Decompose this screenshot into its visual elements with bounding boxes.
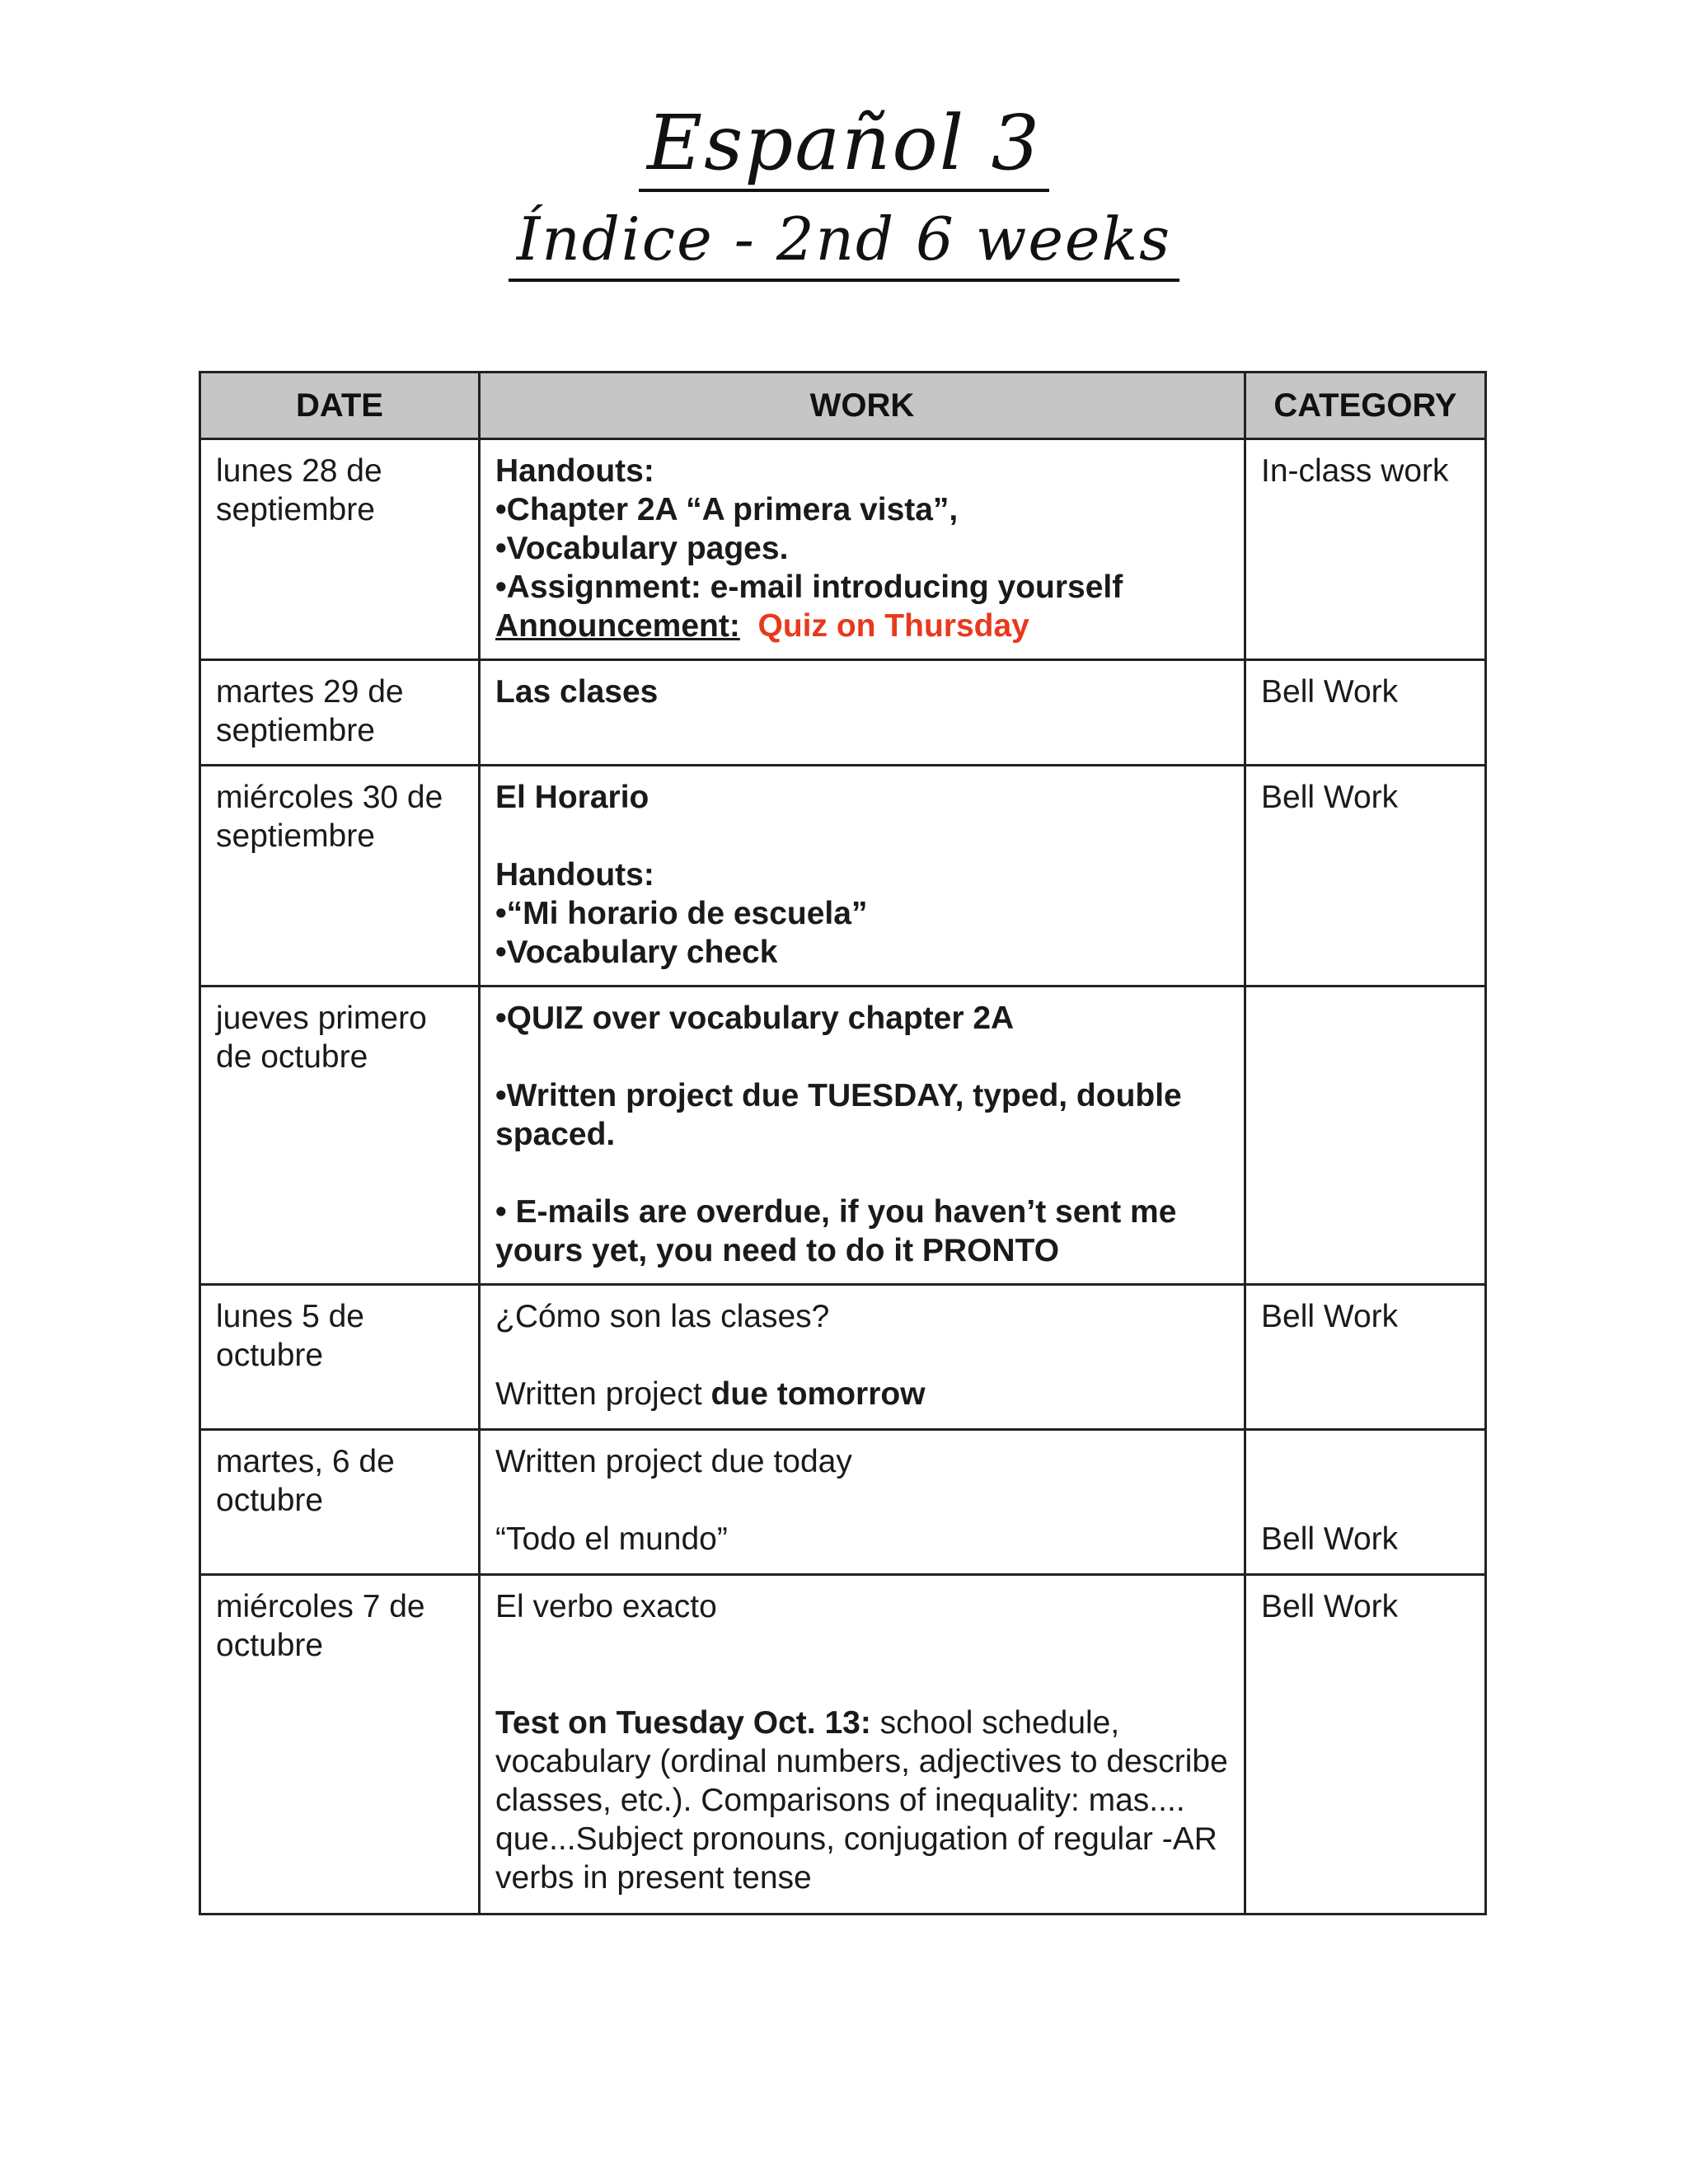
header-row: [200, 373, 1486, 439]
work-line: [495, 1375, 1229, 1413]
spacer: [495, 1038, 1229, 1076]
category-cell: In-class work: [1245, 439, 1486, 660]
work-cell: [480, 660, 1245, 766]
work-line: ¿Cómo son las clases?: [495, 1299, 830, 1334]
work-item: • E-mails are overdue, if you haven’t sent me yours yet, you need to do it PRONTO: [495, 1194, 1177, 1268]
work-line: Written project due today: [495, 1444, 852, 1479]
category-cell: Bell Work: [1245, 660, 1486, 766]
header-date: DATE: [200, 373, 480, 439]
category-cell: Bell Work: [1245, 1575, 1486, 1915]
date-cell: martes, 6 de octubre: [200, 1430, 480, 1575]
header-work: WORK: [480, 373, 1245, 439]
test-label: Test on Tuesday Oct. 13:: [495, 1705, 871, 1741]
date-cell: lunes 28 de septiembre: [200, 439, 480, 660]
work-line-bold: due tomorrow: [710, 1376, 926, 1412]
spacer: [495, 1481, 1229, 1520]
document-subtitle-text: Índice - 2nd 6 weeks: [509, 204, 1179, 282]
table-row: [200, 660, 1486, 766]
spacer: [495, 1626, 1229, 1704]
category-cell: [1245, 987, 1486, 1285]
work-item: •Chapter 2A “A primera vista”,: [495, 492, 959, 527]
header-category: CATEGORY: [1245, 373, 1486, 439]
spacer: [495, 817, 1229, 855]
category-text: Bell Work: [1261, 1521, 1399, 1557]
handouts-label: Handouts:: [495, 453, 654, 489]
announcement-label: Announcement:: [495, 608, 740, 644]
work-item: •Vocabulary check: [495, 935, 778, 970]
table-row: [200, 1430, 1486, 1575]
table-row: [200, 987, 1486, 1285]
table-row: [200, 439, 1486, 660]
test-text: school schedule, vocabulary (ordinal numbers, adjectives to describe classes, etc.). Comparisons of inequality: mas.... que...Subject pronouns, conjugation of regular -AR verbs in present tense: [495, 1705, 1228, 1896]
index-table: [199, 371, 1487, 1915]
category-cell: [1245, 1430, 1486, 1575]
work-cell: [480, 1575, 1245, 1915]
table-row: [200, 1575, 1486, 1915]
work-cell: [480, 1430, 1245, 1575]
work-item: •QUIZ over vocabulary chapter 2A: [495, 1001, 1015, 1036]
work-cell: [480, 987, 1245, 1285]
date-cell: jueves primero de octubre: [200, 987, 480, 1285]
handouts-label: Handouts:: [495, 857, 654, 893]
work-item: •Assignment: e-mail introducing yourself: [495, 569, 1123, 605]
table-row: [200, 1285, 1486, 1430]
work-line: El verbo exacto: [495, 1589, 717, 1624]
spacer: [1261, 1481, 1470, 1520]
date-cell: miércoles 7 de octubre: [200, 1575, 480, 1915]
work-cell: [480, 766, 1245, 987]
date-cell: martes 29 de septiembre: [200, 660, 480, 766]
document-title: [0, 99, 1688, 187]
date-cell: lunes 5 de octubre: [200, 1285, 480, 1430]
category-cell: Bell Work: [1245, 1285, 1486, 1430]
work-item: •Written project due TUESDAY, typed, double spaced.: [495, 1078, 1182, 1152]
spacer: [1261, 1442, 1470, 1481]
work-cell: [480, 1285, 1245, 1430]
work-line: “Todo el mundo”: [495, 1521, 728, 1557]
spacer: [495, 1336, 1229, 1375]
work-item: •“Mi horario de escuela”: [495, 896, 868, 931]
test-info: [495, 1704, 1229, 1897]
work-title: Las clases: [495, 674, 659, 710]
document-subtitle: [0, 204, 1688, 274]
category-cell: Bell Work: [1245, 766, 1486, 987]
announcement-line: [495, 607, 1229, 645]
document-title-text: Español 3: [639, 99, 1049, 192]
work-item: •Vocabulary pages.: [495, 531, 789, 566]
table-row: [200, 766, 1486, 987]
date-cell: miércoles 30 de septiembre: [200, 766, 480, 987]
work-cell: [480, 439, 1245, 660]
announcement-text: Quiz on Thursday: [757, 608, 1029, 644]
work-title: El Horario: [495, 780, 649, 815]
work-line-plain: Written project: [495, 1376, 711, 1412]
spacer: [495, 1154, 1229, 1193]
